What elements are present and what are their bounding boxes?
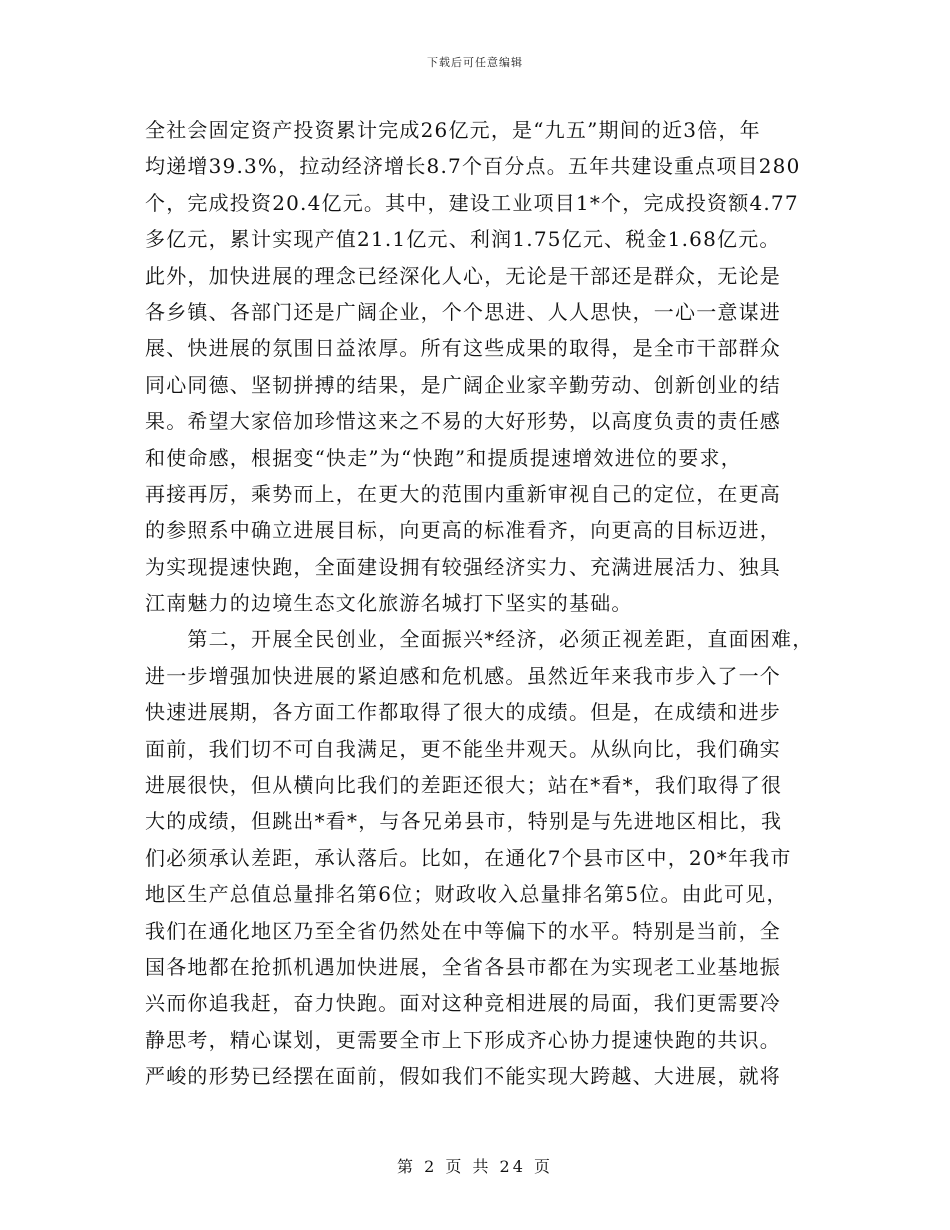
text-line: 的参照系中确立进展目标，向更高的标准看齐，向更高的目标迈进， [145,518,781,543]
text-line: 兴而你追我赶，奋力快跑。面对这种竞相进展的局面，我们更需要冷 [145,991,781,1016]
text-line: 多亿元，累计实现产值21.1亿元、利润1.75亿元、税金1.68亿元。 [145,227,781,252]
text-line: 和使命感，根据变“快走”为“快跑”和提质提速增效进位的要求， [145,445,742,470]
text-line: 快速进展期，各方面工作都取得了很大的成绩。但是，在成绩和进步 [145,700,781,725]
text-line: 再接再厉，乘势而上，在更大的范围内重新审视自己的定位，在更高 [145,481,781,506]
page-header-note: 下载后可任意编辑 [427,56,523,69]
text-line: 均递增39.3%，拉动经济增长8.7个百分点。五年共建设重点项目280 [145,154,801,179]
text-line: 进一步增强加快进展的紧迫感和危机感。虽然近年来我市步入了一个 [145,663,781,688]
text-line: 进展很快，但从横向比我们的差距还很大；站在*看*，我们取得了很 [145,773,783,798]
text-line: 地区生产总值总量排名第6位；财政收入总量排名第5位。由此可见， [145,882,788,907]
text-line: 同心同德、坚韧拼搏的结果，是广阔企业家辛勤劳动、创新创业的结 [145,372,781,397]
text-line: 为实现提速快跑，全面建设拥有较强经济实力、充满进展活力、独具 [145,554,781,579]
text-line: 全社会固定资产投资累计完成26亿元，是“九五”期间的近3倍，年 [145,118,761,142]
text-line: 静思考，精心谋划，更需要全市上下形成齐心协力提速快跑的共识。 [145,1027,781,1052]
text-line: 面前，我们切不可自我满足，更不能坐井观天。从纵向比，我们确实 [145,736,781,761]
text-line: 江南魅力的边境生态文化旅游名城打下坚实的基础。 [145,591,633,616]
text-line: 展、快进展的氛围日益浓厚。所有这些成果的取得，是全市干部群众 [145,336,781,361]
text-line: 各乡镇、各部门还是广阔企业，个个思进、人人思快，一心一意谋进 [145,299,781,324]
text-line: 我们在通化地区乃至全省仍然处在中等偏下的水平。特别是当前，全 [145,918,781,943]
text-line: 第二，开展全民创业，全面振兴*经济，必须正视差距，直面困难， [145,627,814,652]
text-line: 严峻的形势已经摆在面前，假如我们不能实现大跨越、大进展，就将 [145,1064,781,1089]
text-line: 个，完成投资20.4亿元。其中，建设工业项目1*个，完成投资额4.77 [145,190,799,215]
page-number-footer: 第 2 页 共 24 页 [397,1157,553,1176]
text-line: 果。希望大家倍加珍惜这来之不易的大好形势，以高度负责的责任感 [145,409,781,434]
text-line: 国各地都在抢抓机遇加快进展，全省各县市都在为实现老工业基地振 [145,954,781,979]
text-line: 大的成绩，但跳出*看*，与各兄弟县市，特别是与先进地区相比，我 [145,809,783,834]
body-text [145,112,825,1095]
text-line: 此外，加快进展的理念已经深化人心，无论是干部还是群众，无论是 [145,263,781,288]
text-line: 们必须承认差距，承认落后。比如，在通化7个县市区中，20*年我市 [145,845,792,870]
